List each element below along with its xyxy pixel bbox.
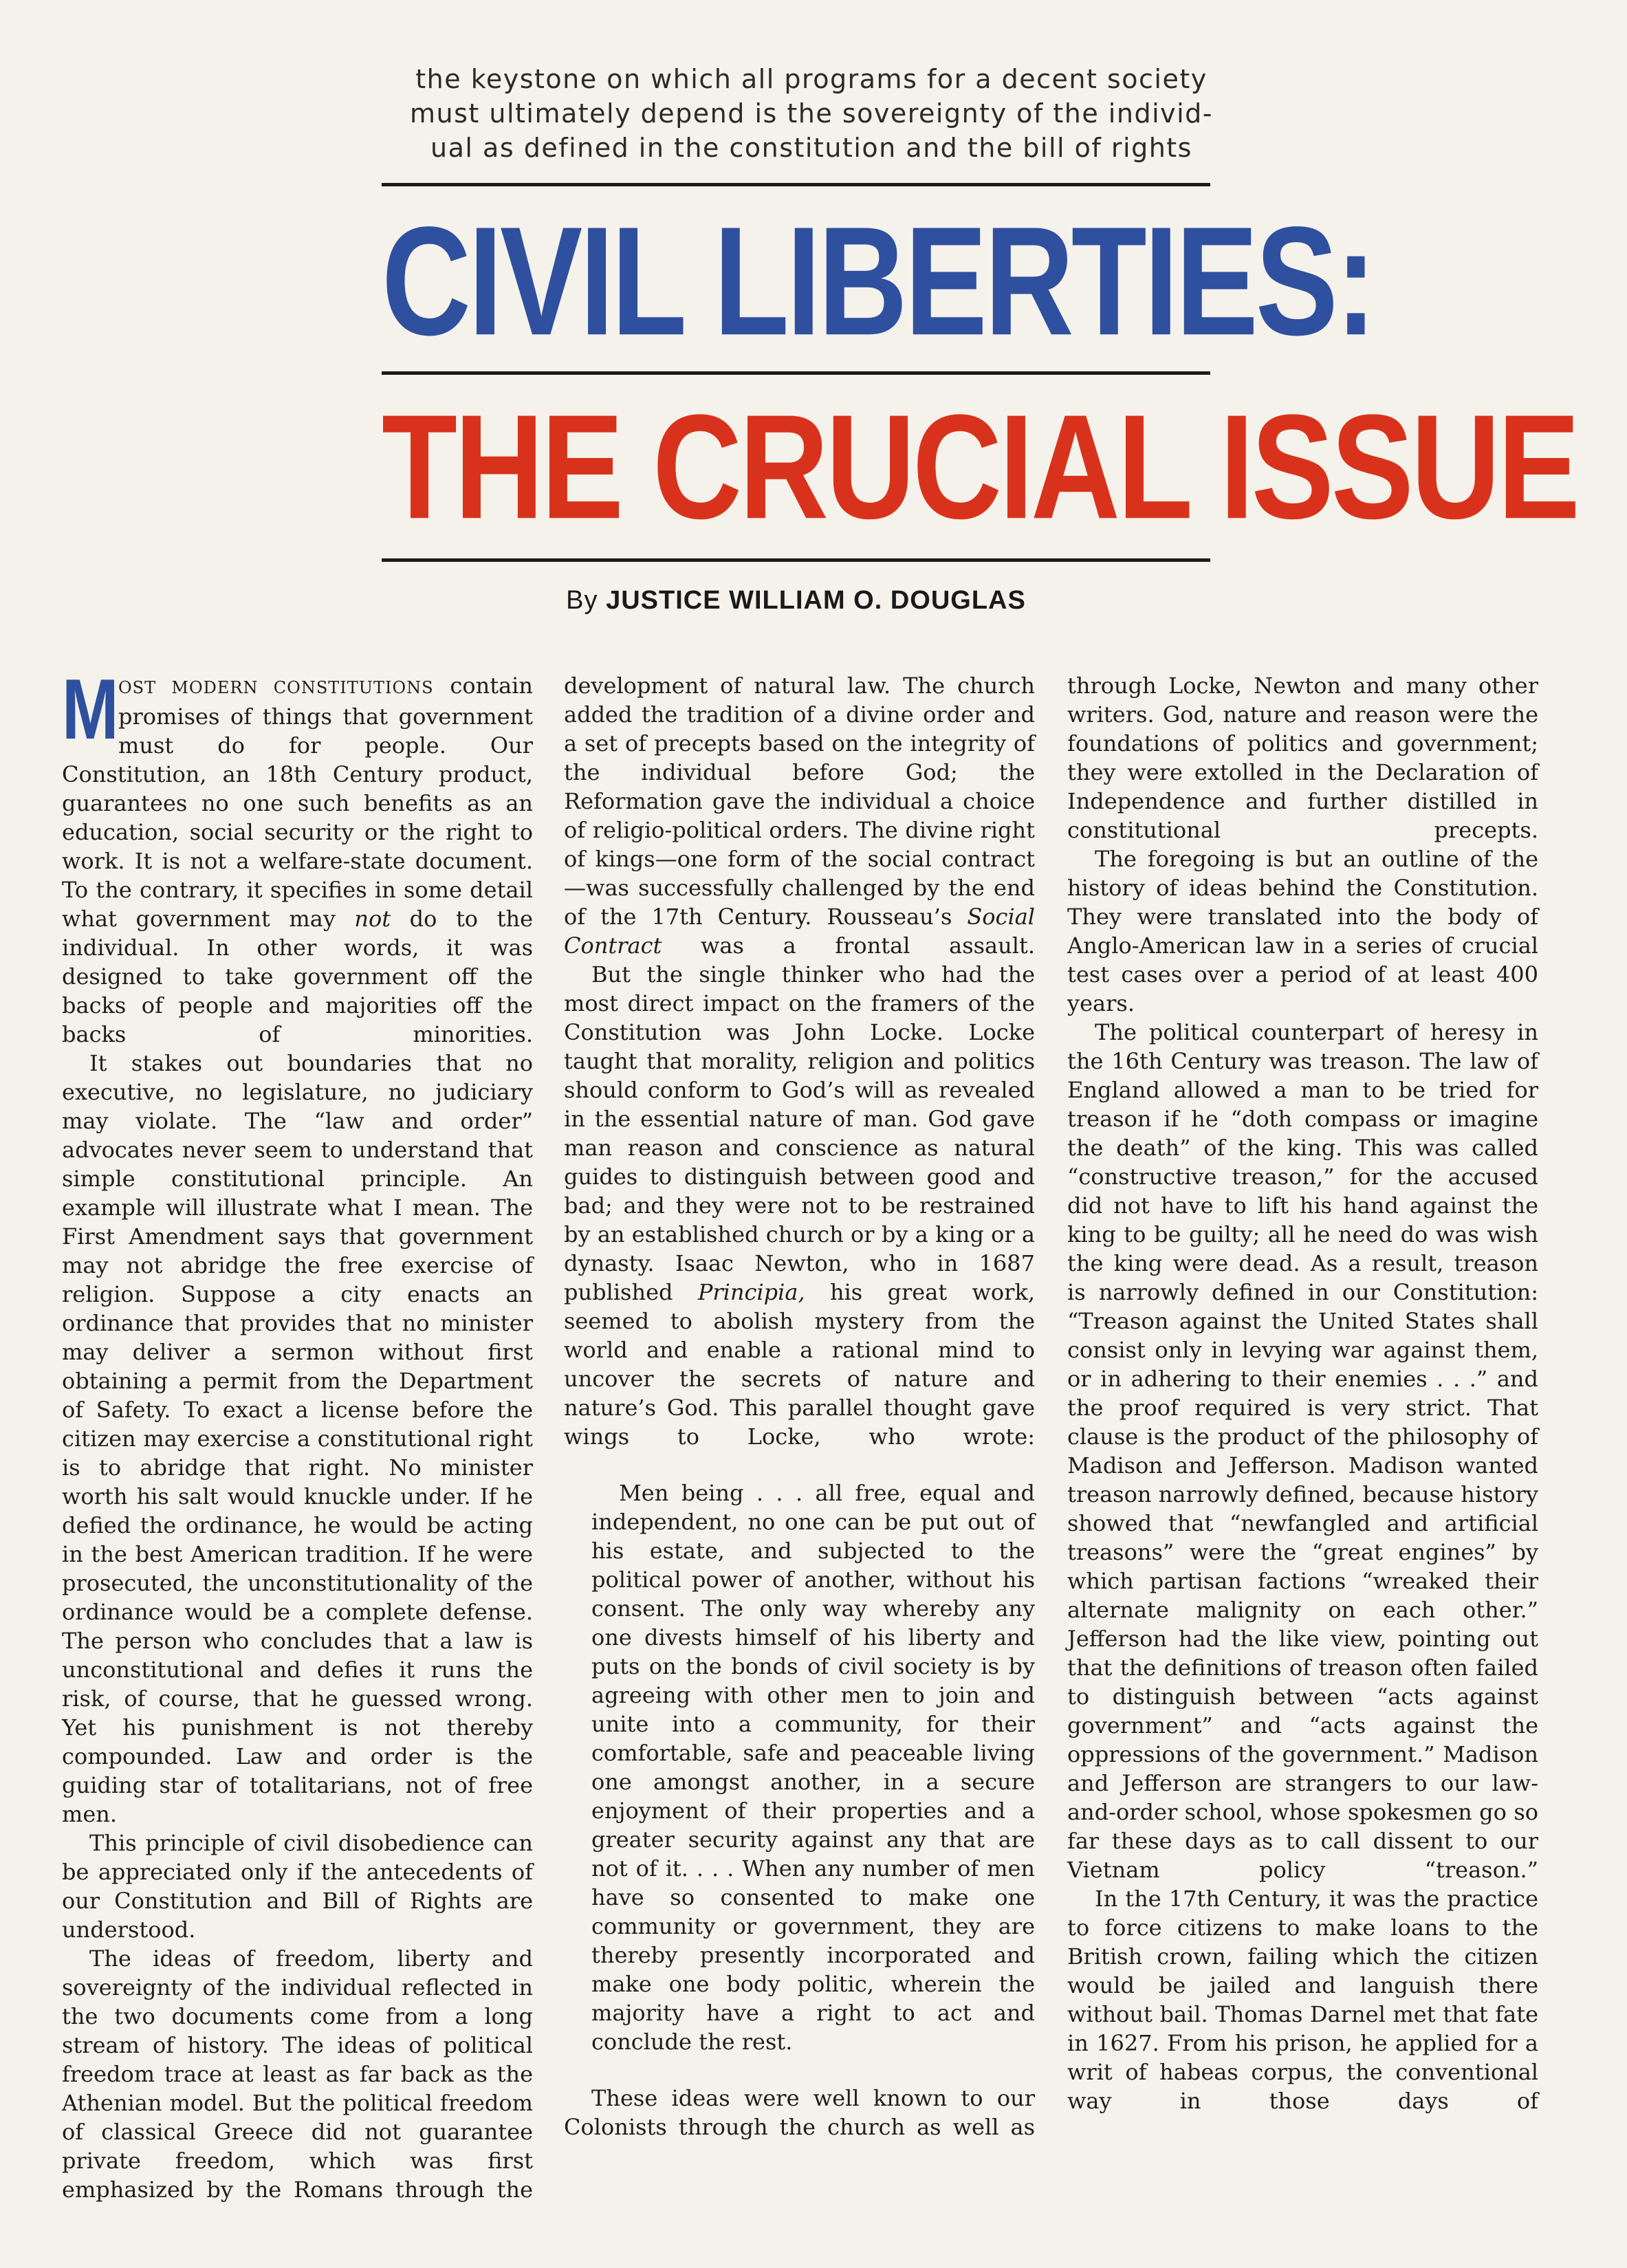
paragraph [564,671,1035,960]
kicker [385,62,1238,165]
headline-civil-liberties: CIVIL LIBERTIES: [382,195,1374,368]
text-run: do to the individual. In other words, it was designed to take government off the backs of people and majorities off the backs of minorities. [62,906,534,1047]
paragraph: The foregoing is but an outline of the history of ideas behind the Constitution. They were translated into the body of Anglo-American law in a series of crucial test cases over a period of at least 400 years. [1067,846,1538,1016]
byline-author: JUSTICE WILLIAM O. DOUGLAS [606,586,1026,615]
paragraph [62,662,534,1049]
text-run: his great work, seemed to abolish mystery from the world and enable a rational mind to uncover the secrets of nature and nature’s God. This parallel thought gave wings to Locke, who wrote: [564,1279,1036,1450]
paragraph: The ideas of freedom, liberty and sovereignty of the individual reflected in the two documents come from a long stream of history. The ideas of political freedom trace at least as far back as the Athenian model. But the political freedom of classical Greece did not guarantee private freedom, which was first emphasized by the Romans through the [62,1945,533,2203]
emphasis: Social Contract [564,904,1035,959]
kicker-line: the keystone on which all programs for a decent society [415,64,1208,94]
emphasis: Principia, [697,1279,805,1305]
lead-smallcaps: OST MODERN CONSTITUTIONS [118,678,434,697]
paragraph: It stakes out boundaries that no executive, no legislature, no judiciary may violate. The “law and order” advocates never seem to understand that simple constitutional principle. An example will illustrate what I mean. The First Amendment says that government may not abridge the free exercise of religion. Suppose a city enacts an ordinance that provides that no minister may deliver a sermon without first obtaining a permit from the Department of Safety. To exact a license before the citizen may exercise a constitutional right is to abridge that right. No minister worth his salt would knuckle under. If he defied the ordinance, he would be acting in the best American tradition. If he were prosecuted, the unconstitutionality of the ordinance would be a complete defense. The person who concludes that a law is unconstitutional and defies it runs the risk, of course, that he guessed wrong. Yet his punishment is not thereby compounded. Law and order is the guiding star of totalitarians, not of free men. [62,1050,533,1827]
byline-prefix: By [566,586,598,615]
paragraph: The political counterpart of heresy in the 16th Century was treason. The law of England allowed a man to be tried for treason if he “doth compass or imagine the death” of the king. This was called “constructive treason,” for the accused did not have to lift his hand against the king to be guilty; all he need do was wish the king were dead. As a result, treason is narrowly defined in our Constitution: “Treason against the United States shall consist only in levying war against them, or in adhering to their enemies . . .” and the proof required is very strict. That clause is the product of the philosophy of Madison and Jefferson. Madison wanted treason narrowly defined, because history showed that “newfangled and artificial treasons” were the “great engines” by which partisan factions “wreaked their alternate malignity on each other.” Jefferson had the like view, pointing out that the definitions of treason often failed to distinguish between “acts against government” and “acts against the oppressions of the government.” Madison and Jefferson are strangers to our law-and-order school, whose spokesmen go so far these days as to call dissent to our Vietnam policy “treason.” [1067,1019,1538,1883]
text-run: But the single thinker who had the most direct impact on the framers of the Constitution was John Locke. Locke taught that morality, religion and politics should conform to God’s will as revealed in the essential nature of man. God gave man reason and conscience as natural guides to distinguish between good and bad; and they were not to be restrained by an established church or by a king or a dynasty. Isaac Newton, who in 1687 published [564,961,1035,1305]
byline [382,586,1210,615]
paragraph: These ideas were well known to our Colonists through the church as well as [564,2085,1035,2140]
text-run: contain promises of things that government must do for people. Our Constitution, an 18th Century product, guarantees no one such benefits as an education, social security or the right to work. It is not a welfare-state document. To the contrary, it specifies in some detail what government may [62,673,533,932]
emphasis: not [354,906,391,932]
text-run: development of natural law. The church added the tradition of a divine order and a set of precepts based on the integrity of the individual before God; the Reformation gave the individual a choice of religio-political orders. The divine right of kings—one form of the social contract—was successfully challenged by the end of the 17th Century. Rousseau’s [564,673,1035,930]
paragraph: through Locke, Newton and many other writers. God, nature and reason were the foundations of politics and government; they were extolled in the Declaration of Independence and further distilled in constitutional precepts. [1067,673,1538,843]
article-column-3 [1067,671,1538,2115]
dropcap: M [62,662,119,757]
text-run: was a frontal assault. [662,933,1035,959]
bottom-rule [382,558,1210,562]
kicker-line: ual as defined in the constitution and the bill of rights [430,133,1192,163]
article-column-2 [564,671,1035,2141]
article-column-1 [62,662,534,2204]
paragraph: This principle of civil disobedience can be appreciated only if the antecedents of our Constitution and Bill of Rights are understood. [62,1830,533,1943]
locke-quotation [591,1479,1035,2056]
headline-crucial-issue: THE CRUCIAL ISSUE [382,384,1577,550]
paragraph: In the 17th Century, it was the practice to force citizens to make loans to the British crown, failing which the citizen would be jailed and languish there without bail. Thomas Darnel met that fate in 1627. From his prison, he applied for a writ of habeas corpus, the conventional way in those days of [1067,1886,1538,2114]
kicker-line: must ultimately depend is the sovereignty of the individ- [410,98,1213,129]
quote-paragraph: Men being . . . all free, equal and independent, no one can be put out of his estate, and subjected to the political power of another, without his consent. The only way whereby any one divests himself of his liberty and puts on the bonds of civil society is by agreeing with other men to join and unite into a community, for their comfortable, safe and peaceable living one amongst another, in a secure enjoyment of their properties and a greater security against any that are not of it. . . . When any number of men have so consented to make one community or government, they are thereby presently incorporated and make one body politic, wherein the majority have a right to act and conclude the rest. [591,1480,1035,2055]
paragraph [564,960,1035,1451]
